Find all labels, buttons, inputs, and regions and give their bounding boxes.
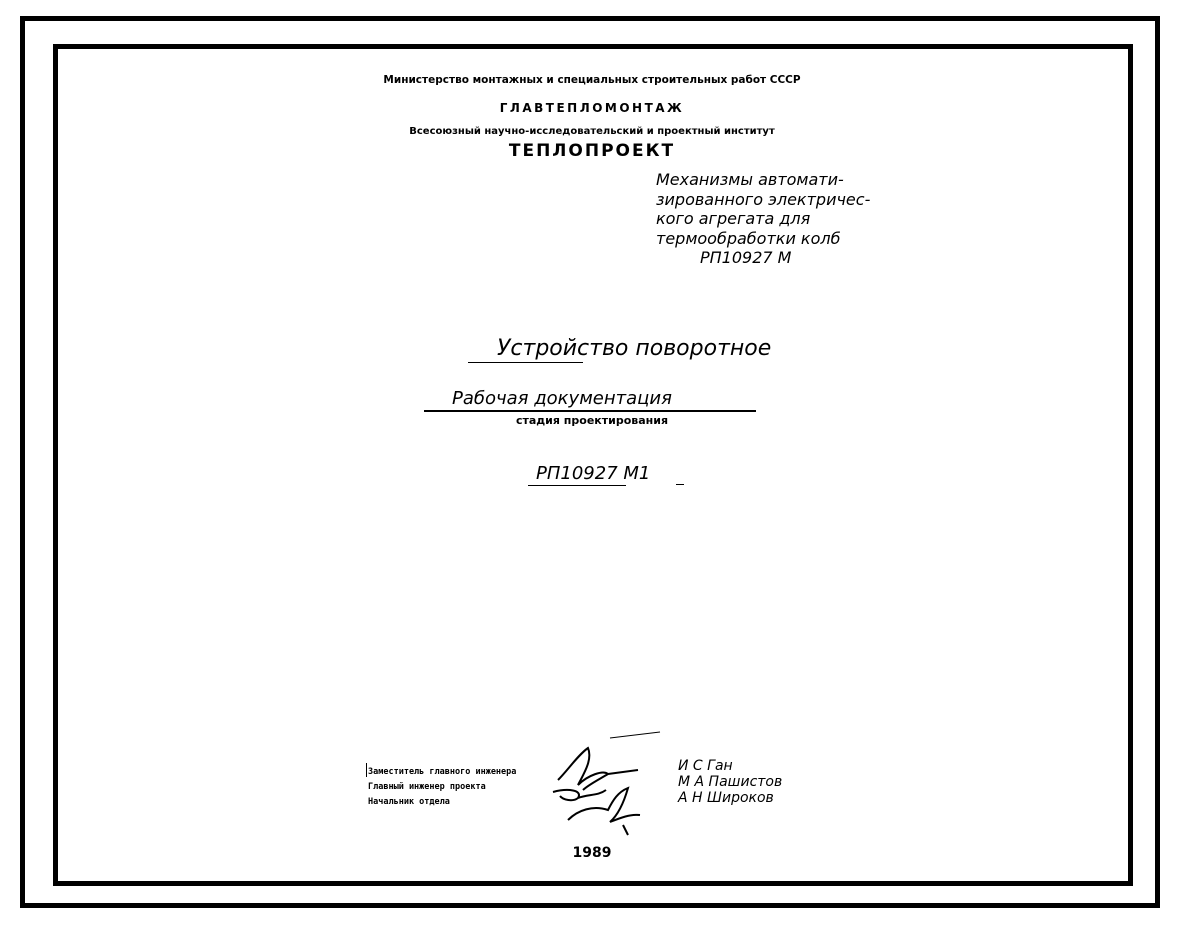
handwritten-signatures [548, 730, 668, 840]
mechanism-line: Механизмы автомати- [656, 170, 844, 189]
mechanism-code: РП10927 М [700, 248, 792, 267]
signer-name: М А Пашистов [678, 774, 783, 790]
mechanism-title [656, 170, 870, 268]
signer-name: И С Ган [678, 758, 733, 774]
project-code-dash [676, 484, 684, 485]
signer-role: Главный инженер проекта [368, 782, 486, 792]
document-type: Рабочая документация [452, 388, 672, 409]
year: 1989 [572, 845, 612, 861]
mechanism-line: термообработки колб [656, 228, 841, 248]
institute-description: Всесоюзный научно-исследовательский и проектный институт [409, 126, 775, 137]
ministry-name: Министерство монтажных и специальных строительных работ СССР [383, 74, 801, 86]
institute-name: ТЕПЛОПРОЕКТ [508, 141, 676, 161]
signers-bracket [366, 763, 367, 777]
document-type-underline [424, 410, 756, 412]
stage-label: стадия проектирования [515, 414, 669, 427]
signer-role: Начальник отдела [368, 797, 450, 807]
subject-underline [468, 362, 583, 363]
signer-name: А Н Широков [678, 790, 774, 806]
signer-names [678, 758, 782, 806]
project-code: РП10927 М1 [536, 463, 651, 484]
subject-title: Устройство поворотное [497, 336, 772, 361]
mechanism-line: зированного электричес- [656, 189, 871, 209]
signer-role: Заместитель главного инженера [368, 767, 517, 777]
project-code-underline [528, 485, 626, 486]
signer-roles [368, 765, 516, 810]
mechanism-line: кого агрегата для [656, 209, 811, 228]
glavk-name: ГЛАВТЕПЛОМОНТАЖ [499, 101, 685, 115]
